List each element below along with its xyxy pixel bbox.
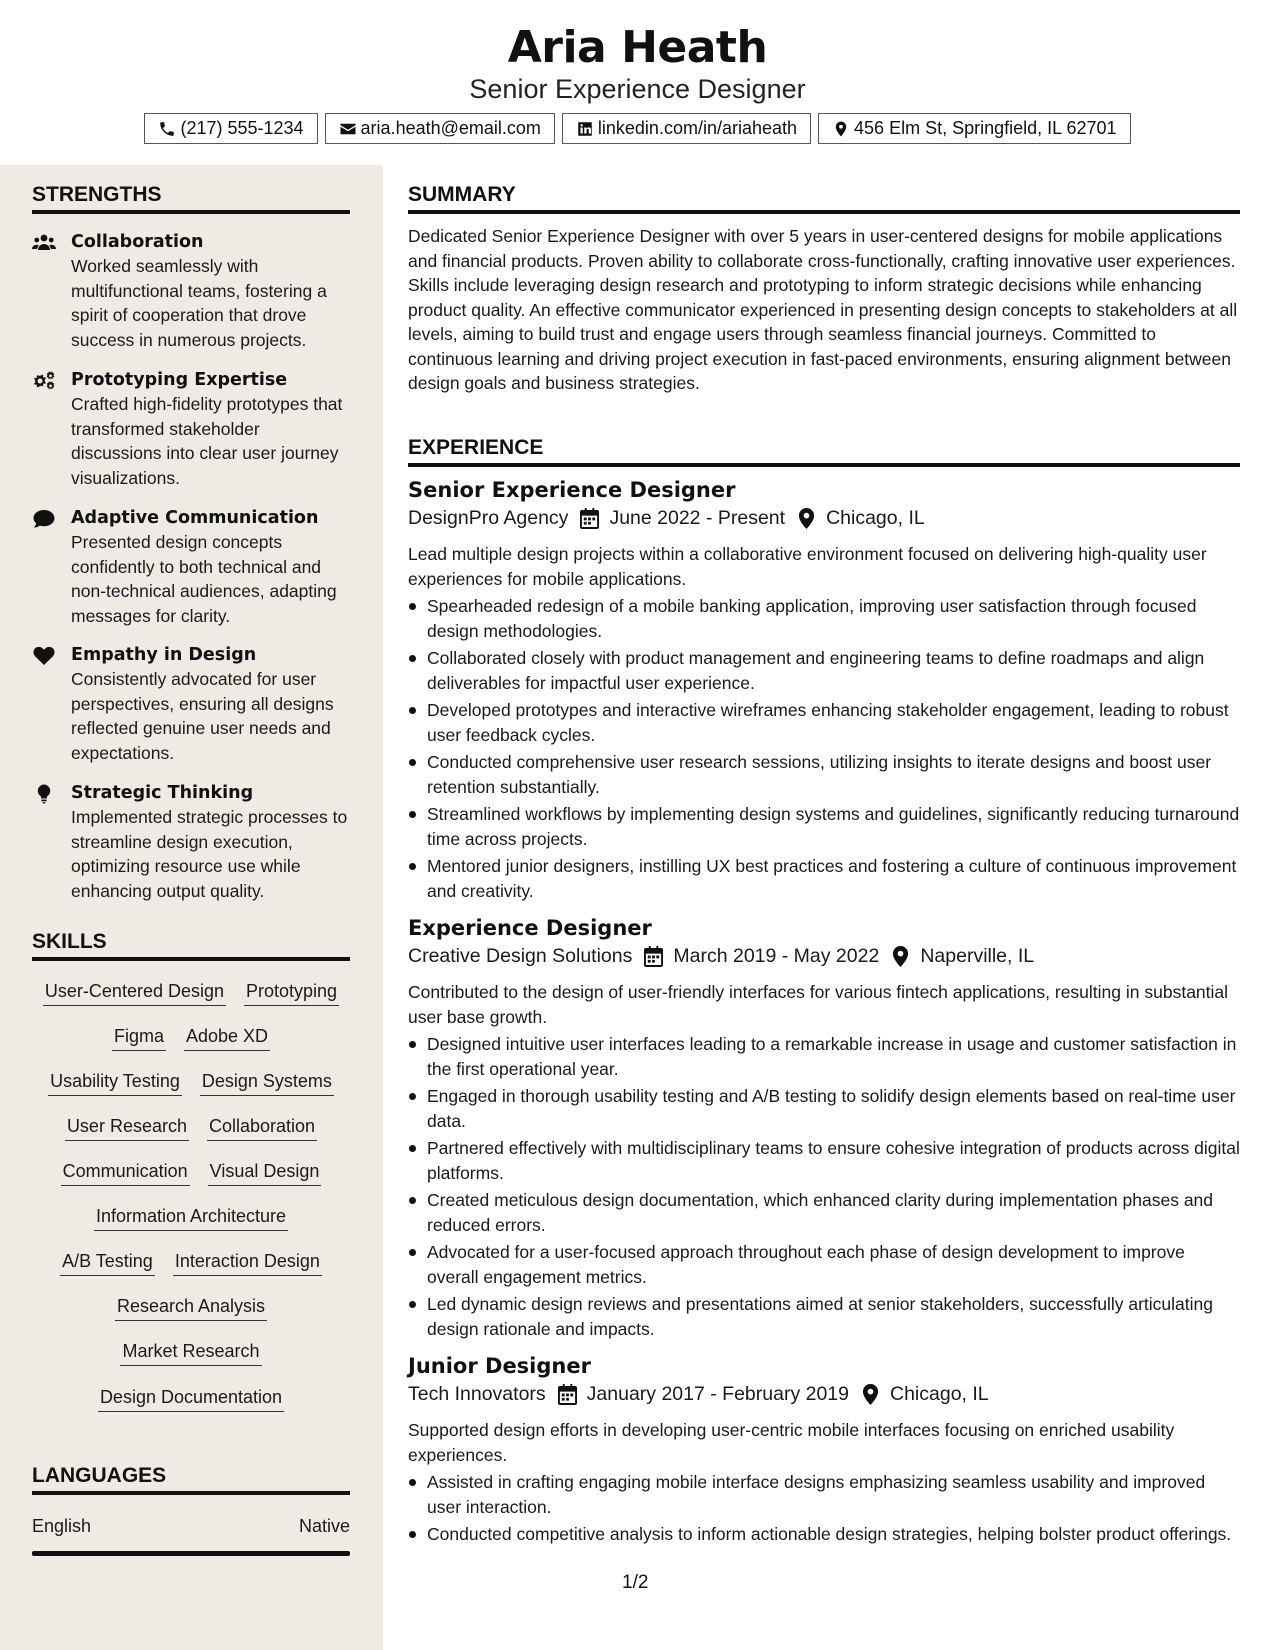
job-dates: January 2017 - February 2019 — [586, 1383, 849, 1405]
job-bullets — [408, 1470, 1240, 1550]
heart-icon — [32, 646, 56, 666]
job-location: Naperville, IL — [920, 945, 1035, 967]
job-title: Senior Experience Designer — [408, 478, 736, 502]
contact-address[interactable] — [818, 113, 1131, 144]
skill-tag: Research Analysis — [115, 1294, 267, 1321]
skills-heading: SKILLS — [32, 930, 350, 961]
contact-linkedin-text: linkedin.com/in/ariaheath — [597, 118, 798, 138]
skill-tag: Prototyping — [244, 979, 339, 1006]
candidate-name: Aria Heath — [507, 22, 768, 73]
languages-heading: LANGUAGES — [32, 1464, 350, 1495]
skills-row — [32, 1294, 350, 1321]
list-item: Conducted competitive analysis to inform actionable design strategies, helping bolster product offerings. — [408, 1522, 1240, 1547]
map-pin-icon — [891, 946, 910, 967]
calendar-icon — [580, 508, 599, 529]
page-number: 1/2 — [622, 1572, 649, 1593]
list-item: Engaged in thorough usability testing and A/B testing to solidify design elements based on real-time user data. — [408, 1084, 1240, 1133]
skills-row — [32, 1204, 350, 1231]
job-location: Chicago, IL — [890, 1383, 989, 1405]
strength-item — [32, 643, 352, 765]
job-company: Creative Design Solutions — [408, 945, 633, 967]
summary-text: Dedicated Senior Experience Designer with over 5 years in user-centered designs for mobile applications and financial products. Proven ability to collaborate cross-functionally, crafting innovative user experiences. Skills include leveraging design research and prototyping to inform strategic decisions while enhancing product quality. An effective communicator experienced in presenting design concepts to stakeholders at all levels, aiming to build trust and engage users through seamless financial journeys. Committed to continuous learning and driving project execution in fast-paced environments, ensuring alignment between design goals and business strategies. — [408, 226, 1238, 393]
strength-description: Crafted high-fidelity prototypes that transformed stakeholder discussions into clear user journey visualizations. — [71, 394, 343, 488]
candidate-title: Senior Experience Designer — [469, 74, 806, 104]
list-item: Conducted comprehensive user research sessions, utilizing insights to iterate designs and boost user retention substantially. — [408, 750, 1240, 799]
skills-row — [32, 1024, 350, 1051]
skill-tag: User-Centered Design — [43, 979, 226, 1006]
strength-title: Strategic Thinking — [71, 783, 254, 803]
linkedin-icon — [576, 120, 594, 138]
map-pin-icon — [861, 1384, 880, 1405]
strength-title: Empathy in Design — [71, 645, 257, 665]
contact-email-text: aria.heath@email.com — [360, 118, 541, 138]
skill-tag: Design Systems — [200, 1069, 334, 1096]
calendar-icon — [644, 946, 663, 967]
strength-description: Consistently advocated for user perspectives, ensuring all designs reflected genuine user needs and expectations. — [71, 669, 334, 763]
list-item: Assisted in crafting engaging mobile interface designs emphasizing seamless usability and improved user interaction. — [408, 1470, 1240, 1519]
users-icon — [32, 233, 56, 253]
strength-title: Adaptive Communication — [71, 508, 319, 528]
job-dates: March 2019 - May 2022 — [673, 945, 880, 967]
language-row — [32, 1516, 350, 1537]
gears-icon — [32, 371, 56, 391]
language-name: English — [32, 1516, 92, 1536]
strength-item — [32, 781, 352, 903]
lightbulb-icon — [32, 784, 56, 804]
job-description: Lead multiple design projects within a collaborative environment focused on delivering high-quality user experiences for mobile applications. — [408, 544, 1207, 589]
calendar-icon — [558, 1384, 577, 1405]
contact-address-text: 456 Elm St, Springfield, IL 62701 — [854, 118, 1117, 138]
skill-tag: Communication — [61, 1159, 190, 1186]
strength-description: Implemented strategic processes to streamline design execution, optimizing resource use while enhancing output quality. — [71, 807, 348, 901]
phone-icon — [158, 120, 176, 138]
contact-phone-text: (217) 555-1234 — [180, 118, 304, 138]
resume-header — [0, 0, 1275, 165]
contact-phone[interactable] — [144, 113, 317, 144]
speech-bubble-icon — [32, 509, 56, 529]
strength-item — [32, 368, 352, 490]
strengths-heading: STRENGTHS — [32, 183, 350, 214]
strength-title: Prototyping Expertise — [71, 370, 288, 390]
skill-tag: Interaction Design — [173, 1249, 322, 1276]
job-title: Experience Designer — [408, 916, 652, 940]
map-pin-icon — [832, 120, 850, 138]
job-meta — [408, 945, 1034, 968]
strength-description: Presented design concepts confidently to both technical and non-technical audiences, adapting messages for clarity. — [71, 532, 337, 626]
job-bullets — [408, 594, 1240, 906]
job-company: Tech Innovators — [408, 1383, 546, 1405]
skill-tag: Information Architecture — [94, 1204, 288, 1231]
skill-tag: Visual Design — [208, 1159, 322, 1186]
skills-row — [32, 1069, 350, 1096]
job-description: Supported design efforts in developing user-centric mobile interfaces focusing on enriched usability experiences. — [408, 1420, 1175, 1465]
contact-bar — [0, 113, 1275, 144]
list-item: Streamlined workflows by implementing design systems and guidelines, significantly reducing turnaround time across projects. — [408, 802, 1240, 851]
envelope-icon — [339, 120, 357, 138]
skill-tag: Design Documentation — [98, 1385, 284, 1412]
job-dates: June 2022 - Present — [609, 507, 786, 529]
strength-title: Collaboration — [71, 232, 204, 252]
strength-item — [32, 230, 352, 352]
list-item: Created meticulous design documentation, which enhanced clarity during implementation phases and reduced errors. — [408, 1188, 1240, 1237]
skills-row — [32, 1339, 350, 1366]
language-proficiency-bar — [32, 1551, 350, 1556]
skill-tag: A/B Testing — [60, 1249, 155, 1276]
skills-row — [32, 1159, 350, 1186]
job-title: Junior Designer — [408, 1354, 591, 1378]
skill-tag: Adobe XD — [184, 1024, 270, 1051]
skill-tag: Usability Testing — [48, 1069, 182, 1096]
skill-tag: User Research — [65, 1114, 189, 1141]
list-item: Developed prototypes and interactive wireframes enhancing stakeholder engagement, leading to robust user feedback cycles. — [408, 698, 1240, 747]
language-level: Native — [298, 1516, 350, 1536]
map-pin-icon — [797, 508, 816, 529]
list-item: Partnered effectively with multidisciplinary teams to ensure cohesive integration of products across digital platforms. — [408, 1136, 1240, 1185]
experience-heading: EXPERIENCE — [408, 436, 1240, 467]
skill-tag: Market Research — [120, 1339, 261, 1366]
job-meta — [408, 1383, 989, 1406]
list-item: Mentored junior designers, instilling UX best practices and fostering a culture of continuous improvement and creativity. — [408, 854, 1240, 903]
list-item: Advocated for a user-focused approach throughout each phase of design development to improve overall engagement metrics. — [408, 1240, 1240, 1289]
strength-description: Worked seamlessly with multifunctional teams, fostering a spirit of cooperation that drove success in numerous projects. — [71, 256, 327, 350]
job-description: Contributed to the design of user-friendly interfaces for various fintech applications, resulting in substantial user base growth. — [408, 982, 1229, 1027]
job-location: Chicago, IL — [826, 507, 925, 529]
list-item: Designed intuitive user interfaces leading to a remarkable increase in usage and customer satisfaction in the first operational year. — [408, 1032, 1240, 1081]
job-company: DesignPro Agency — [408, 507, 569, 529]
list-item: Led dynamic design reviews and presentations aimed at senior stakeholders, successfully articulating design rationale and impacts. — [408, 1292, 1240, 1341]
skill-tag: Figma — [112, 1024, 166, 1051]
skills-row — [32, 1114, 350, 1141]
strength-item — [32, 506, 352, 628]
skills-row — [32, 1385, 350, 1412]
job-meta — [408, 507, 925, 530]
summary-heading: SUMMARY — [408, 183, 1240, 214]
job-bullets — [408, 1032, 1240, 1344]
list-item: Spearheaded redesign of a mobile banking application, improving user satisfaction through focused design methodologies. — [408, 594, 1240, 643]
contact-email[interactable] — [325, 113, 555, 144]
skills-row — [32, 1249, 350, 1276]
skills-row — [32, 979, 350, 1006]
list-item: Collaborated closely with product management and engineering teams to define roadmaps and align deliverables for impactful user experience. — [408, 646, 1240, 695]
contact-linkedin[interactable] — [562, 113, 811, 144]
skill-tag: Collaboration — [207, 1114, 317, 1141]
